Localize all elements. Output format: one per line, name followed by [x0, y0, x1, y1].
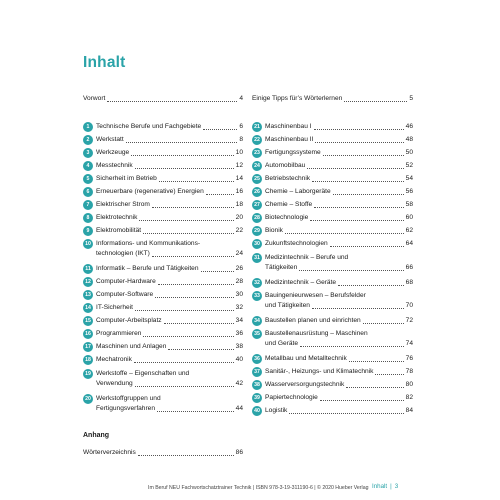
chapter-page: 38 [235, 343, 243, 350]
chapter-title: Logistik [265, 407, 288, 414]
dot-leader [300, 346, 404, 347]
toc-chapter-40[interactable] [252, 406, 413, 416]
chapter-number-badge: 19 [83, 369, 93, 379]
chapter-page: 64 [405, 240, 413, 247]
chapter-number-badge: 30 [252, 239, 262, 249]
toc-chapter-15[interactable] [83, 316, 243, 326]
toc-chapter-14[interactable] [83, 303, 243, 313]
chapter-number-badge: 23 [252, 148, 262, 158]
chapter-title: Baustellen planen und einrichten [265, 317, 361, 324]
dot-leader [344, 101, 407, 102]
chapter-number-badge: 11 [83, 264, 93, 274]
chapter-number-badge: 33 [252, 291, 262, 301]
chapter-number-badge: 36 [252, 354, 262, 364]
dot-leader [299, 270, 403, 271]
chapter-number-badge: 10 [83, 239, 93, 249]
toc-chapter-31[interactable] [252, 253, 413, 273]
chapter-number-badge: 20 [83, 394, 93, 404]
chapter-number-badge: 17 [83, 342, 93, 352]
toc-entry-label: Vorwort [83, 95, 106, 102]
chapter-title: Maschinen und Anlagen [96, 343, 167, 350]
chapter-title: IT-Sicherheit [96, 304, 134, 311]
dot-leader [107, 101, 237, 102]
toc-chapter-37[interactable] [252, 367, 413, 377]
toc-chapter-36[interactable] [252, 354, 413, 364]
dot-leader [349, 361, 404, 362]
chapter-page: 50 [405, 149, 413, 156]
toc-chapter-21[interactable] [252, 122, 413, 132]
chapter-page: 24 [235, 250, 243, 257]
dot-leader [315, 142, 403, 143]
dot-leader [314, 129, 404, 130]
chapter-title: Baustellenausrüstung – Maschinen [265, 330, 368, 337]
toc-chapter-35[interactable] [252, 329, 413, 349]
dot-leader [152, 256, 234, 257]
chapter-title: Papiertechnologie [265, 394, 318, 401]
chapter-title: Informatik – Berufe und Tätigkeiten [96, 265, 199, 272]
chapter-page: 16 [235, 188, 243, 195]
chapter-page: 72 [405, 317, 413, 324]
chapter-page: 36 [235, 330, 243, 337]
toc-chapter-16[interactable] [83, 329, 243, 339]
chapter-title: Computer-Arbeitsplatz [96, 317, 162, 324]
chapter-title: Medizintechnik – Geräte [265, 279, 337, 286]
toc-entry-label: Einige Tipps für’s Wörterlernen [252, 95, 343, 102]
chapter-number-badge: 1 [83, 122, 93, 132]
toc-chapter-9[interactable] [83, 226, 243, 236]
dot-leader [139, 220, 233, 221]
toc-chapter-25[interactable] [252, 174, 413, 184]
dot-leader [143, 233, 234, 234]
chapter-title: Bauingenieurwesen – Berufsfelder [265, 292, 366, 299]
chapter-title: Mechatronik [96, 356, 132, 363]
chapter-number-badge: 15 [83, 316, 93, 326]
chapter-page: 12 [235, 162, 243, 169]
chapter-title: Erneuerbare (regenerative) Energien [96, 188, 204, 195]
toc-chapter-30[interactable] [252, 239, 413, 249]
chapter-title-cont: und Tätigkeiten [265, 302, 310, 309]
chapter-title: Elektromobilität [96, 227, 142, 234]
page-title: Inhalt [83, 54, 126, 71]
chapter-page: 66 [405, 264, 413, 271]
chapter-page: 14 [235, 175, 243, 182]
toc-entry-label: Wörterverzeichnis [83, 449, 136, 456]
dot-leader [320, 400, 404, 401]
chapter-number-badge: 22 [252, 135, 262, 145]
chapter-page: 68 [405, 279, 413, 286]
toc-chapter-11[interactable] [83, 264, 243, 274]
chapter-page: 30 [235, 291, 243, 298]
dot-leader [157, 411, 234, 412]
chapter-title: Zukunftstechnologien [265, 240, 328, 247]
chapter-page: 32 [235, 304, 243, 311]
chapter-page: 28 [235, 278, 243, 285]
toc-entry-page: 86 [235, 449, 243, 456]
chapter-number-badge: 9 [83, 226, 93, 236]
chapter-number-badge: 12 [83, 277, 93, 287]
chapter-number-badge: 40 [252, 406, 262, 416]
chapter-page: 78 [405, 368, 413, 375]
dot-leader [285, 233, 404, 234]
toc-chapter-13[interactable] [83, 290, 243, 300]
dot-leader [338, 285, 404, 286]
chapter-page: 6 [239, 123, 243, 130]
chapter-page: 58 [405, 201, 413, 208]
chapter-title: Metallbau und Metalltechnik [265, 355, 347, 362]
chapter-page: 18 [235, 201, 243, 208]
footer-divider: | [390, 483, 392, 490]
chapter-page: 60 [405, 214, 413, 221]
chapter-title-cont: Verwendung [96, 380, 133, 387]
dot-leader [158, 284, 234, 285]
dot-leader [312, 308, 404, 309]
chapter-title: Fertigungssysteme [265, 149, 321, 156]
chapter-page: 80 [405, 381, 413, 388]
chapter-title: Werkstoffe – Eigenschaften und [96, 370, 190, 377]
toc-chapter-7[interactable] [83, 200, 243, 210]
chapter-page: 22 [235, 227, 243, 234]
dot-leader [375, 374, 403, 375]
toc-chapter-12[interactable] [83, 277, 243, 287]
chapter-title-cont: Fertigungsverfahren [96, 405, 156, 412]
chapter-page: 42 [235, 380, 243, 387]
dot-leader [135, 168, 234, 169]
chapter-number-badge: 6 [83, 187, 93, 197]
chapter-number-badge: 27 [252, 200, 262, 210]
chapter-title: Betriebstechnik [265, 175, 311, 182]
toc-chapter-4[interactable] [83, 161, 243, 171]
chapter-number-badge: 35 [252, 329, 262, 339]
toc-entry-vorwort[interactable] [83, 94, 243, 104]
footer-page-marker [372, 483, 398, 490]
chapter-title: Sicherheit im Betrieb [96, 175, 157, 182]
toc-chapter-2[interactable] [83, 135, 243, 145]
footer-section: Inhalt [372, 483, 388, 490]
dot-leader [323, 155, 404, 156]
chapter-page: 54 [405, 175, 413, 182]
chapter-number-badge: 29 [252, 226, 262, 236]
toc-chapter-6[interactable] [83, 187, 243, 197]
dot-leader [346, 387, 403, 388]
chapter-page: 40 [235, 356, 243, 363]
chapter-title: Maschinenbau II [265, 136, 314, 143]
chapter-number-badge: 7 [83, 200, 93, 210]
chapter-title: Werkzeuge [96, 149, 130, 156]
chapter-title-cont: technologien (IKT) [96, 250, 150, 257]
toc-chapter-3[interactable] [83, 148, 243, 158]
chapter-number-badge: 34 [252, 316, 262, 326]
chapter-number-badge: 4 [83, 161, 93, 171]
chapter-title: Messtechnik [96, 162, 133, 169]
chapter-title: Wasserversorgungstechnik [265, 381, 345, 388]
chapter-page: 82 [405, 394, 413, 401]
chapter-title: Maschinenbau I [265, 123, 312, 130]
chapter-page: 48 [405, 136, 413, 143]
chapter-number-badge: 31 [252, 253, 262, 263]
chapter-number-badge: 28 [252, 213, 262, 223]
toc-chapter-22[interactable] [252, 135, 413, 145]
chapter-title: Elektrotechnik [96, 214, 138, 221]
toc-chapter-23[interactable] [252, 148, 413, 158]
toc-chapter-27[interactable] [252, 200, 413, 210]
toc-chapter-26[interactable] [252, 187, 413, 197]
toc-chapter-10[interactable] [83, 239, 243, 259]
chapter-title: Biotechnologie [265, 214, 309, 221]
toc-entry-woerterverzeichnis[interactable] [83, 448, 243, 458]
chapter-number-badge: 38 [252, 380, 262, 390]
chapter-number-badge: 32 [252, 278, 262, 288]
chapter-title: Automobilbau [265, 162, 306, 169]
toc-chapter-29[interactable] [252, 226, 413, 236]
dot-leader [164, 323, 234, 324]
dot-leader [168, 349, 233, 350]
chapter-page: 8 [239, 136, 243, 143]
toc-chapter-18[interactable] [83, 355, 243, 365]
toc-entry-page: 5 [409, 95, 413, 102]
chapter-title: Computer-Software [96, 291, 154, 298]
dot-leader [314, 207, 403, 208]
toc-chapter-34[interactable] [252, 316, 413, 326]
chapter-title: Technische Berufe und Fachgebiete [96, 123, 202, 130]
dot-leader [289, 413, 403, 414]
chapter-title: Werkstoffgruppen und [96, 395, 161, 402]
chapter-page: 46 [405, 123, 413, 130]
dot-leader [363, 323, 404, 324]
dot-leader [134, 362, 234, 363]
chapter-title: Chemie – Laborgeräte [265, 188, 331, 195]
chapter-page: 34 [235, 317, 243, 324]
dot-leader [333, 194, 404, 195]
chapter-page: 76 [405, 355, 413, 362]
footer-page-number: 3 [394, 483, 399, 490]
chapter-title: Werkstatt [96, 136, 124, 143]
chapter-title: Sanitär-, Heizungs- und Klimatechnik [265, 368, 374, 375]
toc-chapter-33[interactable] [252, 291, 413, 311]
dot-leader [126, 142, 238, 143]
toc-chapter-17[interactable] [83, 342, 243, 352]
chapter-number-badge: 2 [83, 135, 93, 145]
chapter-page: 44 [235, 405, 243, 412]
toc-chapter-24[interactable] [252, 161, 413, 171]
dot-leader [138, 455, 234, 456]
dot-leader [206, 194, 234, 195]
dot-leader [155, 297, 233, 298]
toc-chapter-32[interactable] [252, 278, 413, 288]
chapter-title: Computer-Hardware [96, 278, 156, 285]
toc-chapter-19[interactable] [83, 369, 243, 389]
toc-chapter-1[interactable] [83, 122, 243, 132]
dot-leader [201, 271, 234, 272]
chapter-title: Elektrischer Strom [96, 201, 150, 208]
dot-leader [135, 310, 234, 311]
chapter-title-cont: und Geräte [265, 340, 298, 347]
appendix-heading: Anhang [83, 432, 110, 439]
dot-leader [312, 181, 404, 182]
chapter-title: Medizintechnik – Berufe und [265, 254, 349, 261]
chapter-number-badge: 24 [252, 161, 262, 171]
chapter-title: Bionik [265, 227, 283, 234]
chapter-page: 52 [405, 162, 413, 169]
toc-entry-tipps[interactable] [252, 94, 413, 104]
dot-leader [330, 246, 404, 247]
dot-leader [131, 155, 233, 156]
dot-leader [143, 336, 233, 337]
footer-credit: Im Beruf NEU Fachwortschatztrainer Technik | ISBN 978-3-19-311190-6 | © 2020 Hueber Verlag [148, 485, 369, 491]
chapter-title: Informations- und Kommunikations- [96, 240, 201, 247]
chapter-page: 26 [235, 265, 243, 272]
chapter-page: 62 [405, 227, 413, 234]
chapter-title: Chemie – Stoffe [265, 201, 313, 208]
chapter-page: 20 [235, 214, 243, 221]
chapter-number-badge: 5 [83, 174, 93, 184]
toc-chapter-8[interactable] [83, 213, 243, 223]
chapter-page: 84 [405, 407, 413, 414]
dot-leader [310, 220, 403, 221]
chapter-number-badge: 16 [83, 329, 93, 339]
toc-chapter-39[interactable] [252, 393, 413, 403]
chapter-number-badge: 18 [83, 355, 93, 365]
chapter-page: 56 [405, 188, 413, 195]
toc-entry-page: 4 [239, 95, 243, 102]
chapter-number-badge: 25 [252, 174, 262, 184]
dot-leader [135, 386, 234, 387]
dot-leader [152, 207, 234, 208]
chapter-number-badge: 14 [83, 303, 93, 313]
chapter-title: Programmieren [96, 330, 142, 337]
chapter-page: 74 [405, 340, 413, 347]
chapter-number-badge: 26 [252, 187, 262, 197]
toc-chapter-20[interactable] [83, 394, 243, 414]
dot-leader [159, 181, 234, 182]
chapter-number-badge: 3 [83, 148, 93, 158]
toc-chapter-5[interactable] [83, 174, 243, 184]
toc-chapter-28[interactable] [252, 213, 413, 223]
chapter-title-cont: Tätigkeiten [265, 264, 298, 271]
dot-leader [307, 168, 403, 169]
chapter-page: 70 [405, 302, 413, 309]
chapter-number-badge: 21 [252, 122, 262, 132]
chapter-number-badge: 39 [252, 393, 262, 403]
dot-leader [203, 129, 237, 130]
chapter-number-badge: 8 [83, 213, 93, 223]
toc-chapter-38[interactable] [252, 380, 413, 390]
chapter-page: 10 [235, 149, 243, 156]
chapter-number-badge: 13 [83, 290, 93, 300]
chapter-number-badge: 37 [252, 367, 262, 377]
